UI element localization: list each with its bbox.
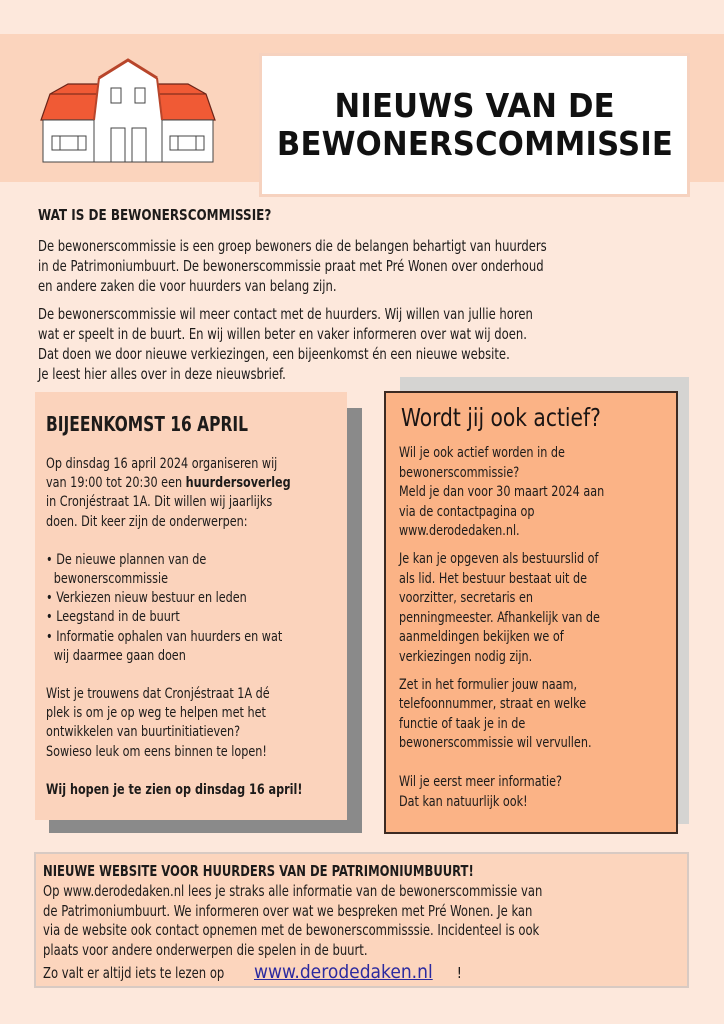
house-icon [38,58,218,168]
text-line: plaats voor andere onderwerpen die spelen in de buurt. [43,940,368,959]
meeting-heading: BIJEENKOMST 16 APRIL [46,412,249,436]
text-line: telefoonnummer, straat en welke [399,696,587,713]
text-line: in Cronjéstraat 1A. Dit willen wij jaarlijks [46,494,273,511]
bullet-item [46,628,302,647]
text-line: doen. Dit keer zijn de onderwerpen: [46,513,248,530]
text-line: Zet in het formulier jouw naam, [399,676,578,693]
text-line: via de website ook contact opnemen met de bewonerscommisssie. Incidenteel is ook [43,921,540,939]
text-line: Dat doen we door nieuwe verkiezingen, een bijeenkomst én een nieuwe website. [38,345,510,363]
bullet-text: bewonerscommissie [53,571,168,588]
website-box [34,852,689,988]
intro-paragraph-2 [38,304,613,384]
text-line: bewonerscommissie? [399,464,520,481]
active-heading: Wordt jij ook actief? [401,403,601,432]
text-line: Op www.derodedaken.nl lees je straks alle informatie van de bewonerscommissie van [43,882,543,900]
bullet-text: Informatie ophalen van huurders en wat [56,628,283,645]
text-line: Je leest hier alles over in deze nieuwsbrief. [38,365,286,383]
text-line: plek is om je op weg te helpen met het [46,705,266,722]
bullet-text: De nieuwe plannen van de [56,551,207,568]
bullet-text: Leegstand in de buurt [56,609,180,626]
bullet-icon: • [46,609,53,626]
bullet-icon: • [46,551,53,568]
bullet-text: wij daarmee gaan doen [53,647,186,664]
text-line: verkiezingen nodig zijn. [399,648,533,665]
title-line-1: NIEUWS VAN DE [334,86,615,125]
text-line: De bewonerscommissie wil meer contact met de huurders. Wij willen van jullie horen [38,305,533,323]
website-heading: NIEUWE WEBSITE VOOR HUURDERS VAN DE PATRIMONIUMBUURT! [43,862,474,880]
bullet-item [46,589,302,608]
intro-heading: WAT IS DE BEWONERSCOMMISSIE? [38,206,272,224]
text-line: penningmeester. Afhankelijk van de [399,609,600,626]
text-line: ontwikkelen van buurtinitiatieven? [46,724,241,741]
bullet-item-cont [46,647,302,666]
text-line: wat er speelt in de buurt. En wij willen beter en vaker informeren over wat wij doen. [38,325,527,343]
intro-paragraph-1 [38,236,629,296]
bullet-icon: • [46,590,53,607]
text-line: functie of taak je in de [399,715,526,732]
title-box [262,56,687,194]
text-line: in de Patrimoniumbuurt. De bewonerscommissie praat met Pré Wonen over onderhoud [38,257,544,275]
text-line: bewonerscommissie wil vervullen. [399,735,592,752]
website-link[interactable]: www.derodedaken.nl [253,961,433,983]
text-line: als lid. Het bestuur bestaat uit de [399,570,588,587]
bullet-icon: • [46,628,53,645]
text-line: Dat kan natuurlijk ook! [399,793,528,810]
bullet-item-cont [46,570,302,589]
text-line: Wist je trouwens dat Cronjéstraat 1A dé [46,686,270,703]
text-line: Je kan je opgeven als bestuurslid of [399,550,599,567]
highlight-huurdersoverleg: huurdersoverleg [185,475,291,492]
text-line: Meld je dan voor 30 maart 2024 aan [399,484,605,501]
text-span: van 19:00 tot 20:30 een [46,475,186,492]
closing-text: Wij hopen je te zien op dinsdag 16 april! [46,781,303,798]
text-line: aanmeldingen bekijken we of [399,629,564,646]
text-line: Sowieso leuk om eens binnen te lopen! [46,743,267,760]
text-line: De bewonerscommissie is een groep bewoners die de belangen behartigt van huurders [38,237,547,255]
meeting-body [46,455,344,800]
bullet-item [46,551,302,570]
website-body [43,882,624,960]
text-line: www.derodedaken.nl. [399,523,520,540]
text-line [46,474,302,493]
bullet-item [46,608,302,627]
text-line: via de contactpagina op [399,503,535,520]
website-closing [43,961,462,983]
text-line: voorzitter, secretaris en [399,590,533,607]
text-line: Wil je ook actief worden in de [399,445,565,461]
text-span: ! [452,964,463,982]
active-box [384,391,678,834]
text-span: Zo valt er altijd iets te lezen op [43,964,225,982]
meeting-box [35,392,347,820]
text-line: Wil je eerst meer informatie? [399,773,562,790]
meeting-closing [46,781,302,800]
title-line-2: BEWONERSCOMMISSIE [276,124,673,163]
text-line: de Patrimoniumbuurt. We informeren over wat we bespreken met Pré Wonen. Je kan [43,901,533,920]
text-line: en andere zaken die voor huurders van belang zijn. [38,277,337,295]
active-body [399,444,638,812]
bullet-text: Verkiezen nieuw bestuur en leden [56,590,247,607]
text-line: Op dinsdag 16 april 2024 organiseren wij [46,456,278,472]
